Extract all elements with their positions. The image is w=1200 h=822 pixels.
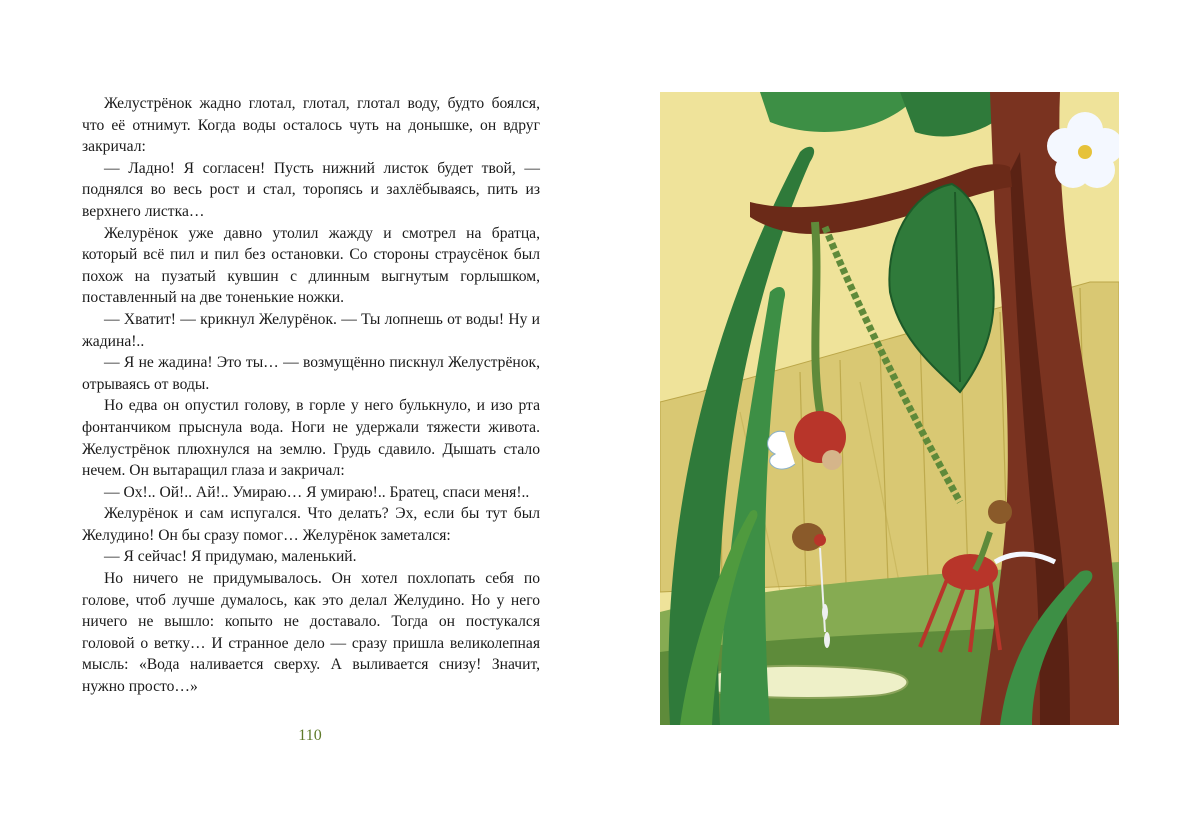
paragraph: Но ничего не придумывалось. Он хотел похлопать себя по голове, чтоб лучше думалось, как это делал Желудино. Но у него ничего не вышло: копыто не доставало. Тогда он постукался головой о ветку… И странное дело — сразу пришла великолепная мысль: «Вода наливается сверху. А выливается снизу! Значит, нужно просто…» (82, 570, 540, 696)
illustration (660, 92, 1119, 725)
illustration-drawing (660, 92, 1119, 725)
paragraph: — Я сейчас! Я придумаю, маленький. (104, 548, 357, 566)
page-number: 110 (298, 727, 322, 744)
text-column (82, 93, 540, 698)
paragraph: — Ох!.. Ой!.. Ай!.. Умираю… Я умираю!.. Братец, спаси меня!.. (104, 483, 530, 501)
paragraph: Но едва он опустил голову, в горле у него булькнуло, и изо рта фонтанчиком прыснула вода. Ноги не удержали тяжести живота. Желустрёнок плюхнулся на землю. Грудь сдавило. Дышать стало нечем. Он вытаращил глаза и закричал: (82, 397, 540, 480)
paragraph: Желурёнок и сам испугался. Что делать? Эх, если бы тут был Желудино! Он бы сразу помог… Желурёнок заметался: (82, 505, 540, 544)
paragraph: Желурёнок уже давно утолил жажду и смотрел на братца, который всё пил и пил без остановки. Со стороны страусёнок был похож на пузатый кувшин с длинным выгнутым горлышком, поставленный на две тоненькие ножки. (82, 224, 540, 307)
paragraph: — Ладно! Я согласен! Пусть нижний листок будет твой, — поднялся во весь рост и стал, торопясь и захлёбываясь, пить из верхнего листка… (82, 159, 540, 220)
rope (815, 222, 820, 412)
paragraph: Желустрёнок жадно глотал, глотал, глотал воду, будто боялся, что её отнимут. Когда воды осталось чуть на донышке, он вдруг закричал: (82, 95, 540, 156)
paragraph: — Я не жадина! Это ты… — возмущённо пискнул Желустрёнок, отрываясь от воды. (82, 354, 540, 393)
paragraph: — Хватит! — крикнул Желурёнок. — Ты лопнешь от воды! Ну и жадина!.. (82, 310, 540, 350)
